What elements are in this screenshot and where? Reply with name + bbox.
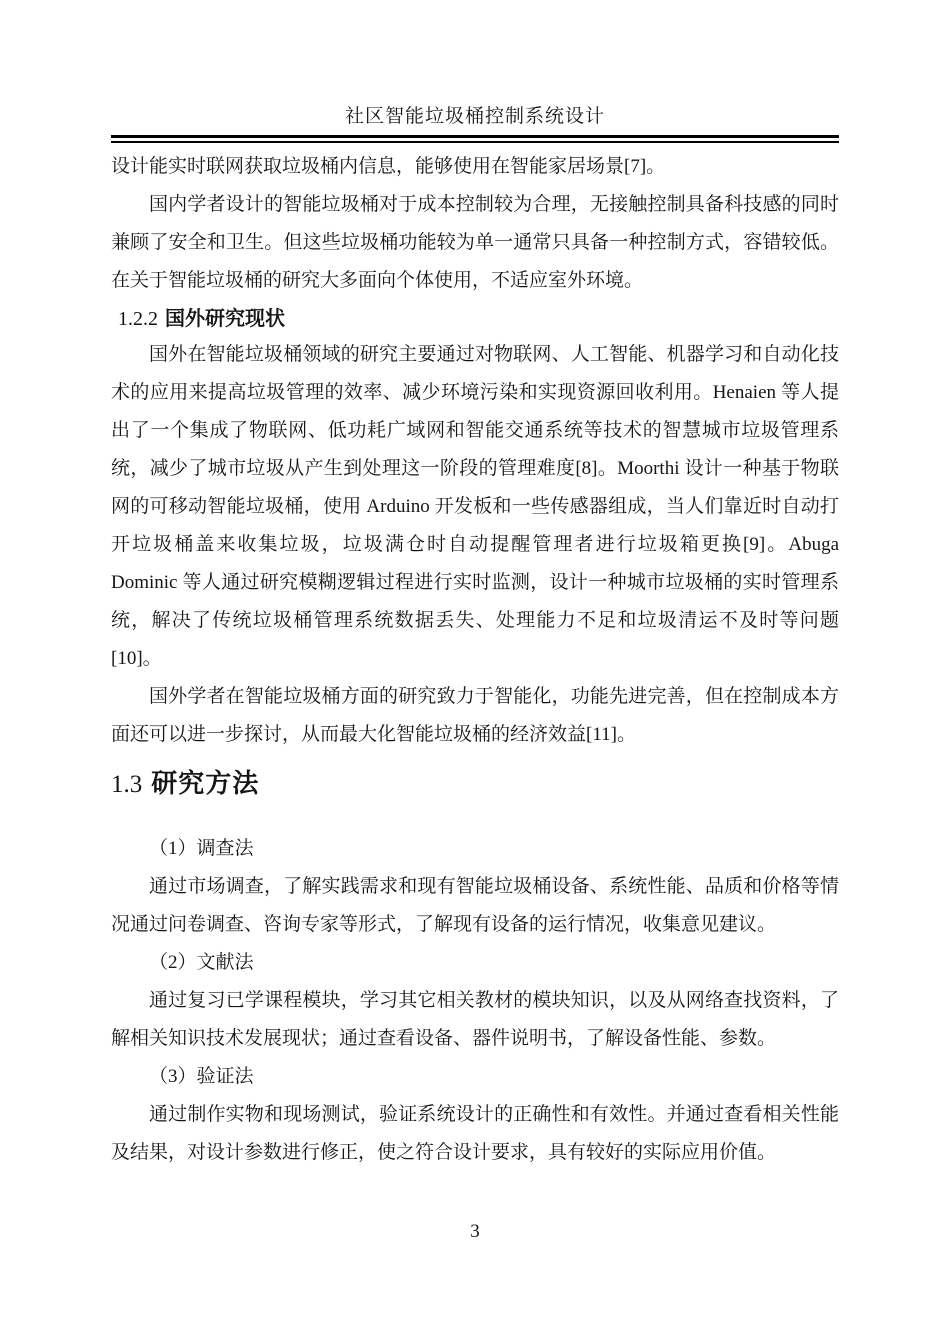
paragraph-domestic-summary: 国内学者设计的智能垃圾桶对于成本控制较为合理，无接触控制具备科技感的同时兼顾了安全和卫生。但这些垃圾桶功能较为单一通常只具备一种控制方式，容错较低。在关于智能垃圾桶的研究大多面向个体使用，不适应室外环境。 — [111, 194, 839, 291]
method-2-body: 通过复习已学课程模块，学习其它相关教材的模块知识，以及从网络查找资料，了解相关知识技术发展现状；通过查看设备、器件说明书，了解设备性能、参数。 — [111, 990, 839, 1049]
method-3-body: 通过制作实物和现场测试，验证系统设计的正确性和有效性。并通过查看相关性能及结果，对设计参数进行修正，使之符合设计要求，具有较好的实际应用价值。 — [111, 1104, 839, 1163]
heading-number: 1.2.2 — [118, 308, 158, 330]
page-header-title: 社区智能垃圾桶控制系统设计 — [344, 106, 605, 127]
page-header — [111, 103, 839, 143]
paragraph-intro-continuation: 设计能实时联网获取垃圾桶内信息，能够使用在智能家居场景[7]。 — [111, 156, 666, 177]
heading-1-2-2-foreign-research-status — [111, 302, 839, 336]
heading-text: 国外研究现状 — [165, 308, 285, 330]
document-body — [111, 148, 839, 1172]
paragraph-foreign-summary: 国外学者在智能垃圾桶方面的研究致力于智能化，功能先进完善，但在控制成本方面还可以进一步探讨，从而最大化智能垃圾桶的经济效益[11]。 — [111, 686, 839, 745]
heading-text: 研究方法 — [151, 768, 260, 798]
heading-number: 1.3 — [111, 771, 143, 798]
method-2-title: （2）文献法 — [149, 952, 254, 973]
method-1-body: 通过市场调查，了解实践需求和现有智能垃圾桶设备、系统性能、品质和价格等情况通过问卷调查、咨询专家等形式，了解现有设备的运行情况，收集意见建议。 — [111, 876, 839, 935]
header-double-rule — [111, 135, 839, 143]
method-3-title: （3）验证法 — [149, 1066, 254, 1087]
heading-1-3-research-methods — [111, 766, 839, 802]
page-number: 3 — [470, 1221, 480, 1242]
paragraph-foreign-research: 国外在智能垃圾桶领域的研究主要通过对物联网、人工智能、机器学习和自动化技术的应用来提高垃圾管理的效率、减少环境污染和实现资源回收利用。Henaien 等人提出了一个集成了物联网、低功耗广域网和智能交通系统等技术的智慧城市垃圾管理系统，减少了城市垃圾从产生到处理这一阶段的管理难度[8]。Moorthi 设计一种基于物联网的可移动智能垃圾桶，使用 Arduino 开发板和一些传感器组成，当人们靠近时自动打开垃圾桶盖来收集垃圾，垃圾满仓时自动提醒管理者进行垃圾箱更换[9]。Abuga Dominic 等人通过研究模糊逻辑过程进行实时监测，设计一种城市垃圾桶的实时管理系统，解决了传统垃圾桶管理系统数据丢失、处理能力不足和垃圾清运不及时等问题[10]。 — [111, 344, 839, 669]
method-1-title: （1）调查法 — [149, 838, 254, 859]
